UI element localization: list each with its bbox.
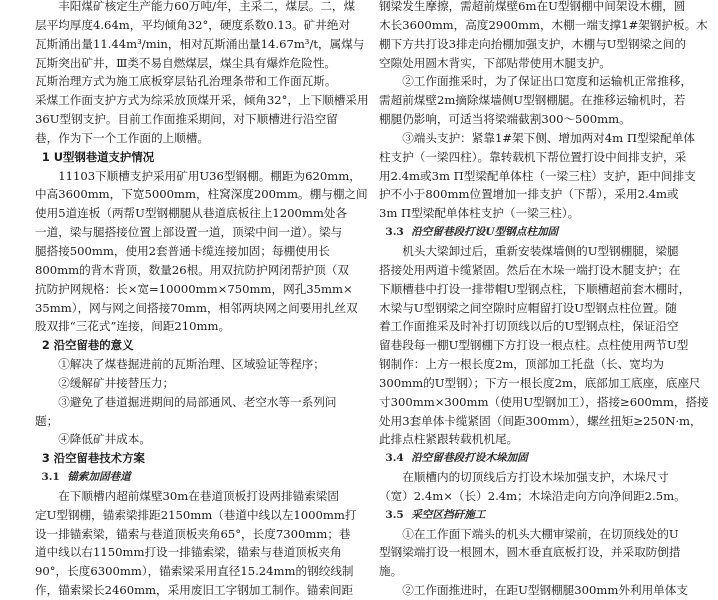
section-heading: 2 沿空留巷的意义: [41, 338, 134, 353]
right-text-line: 机头大梁卸过后，重新安装煤墙侧的U型钢棚腿，梁腿: [402, 243, 679, 258]
right-text-line: 搭接处用两道卡缆紧固。然后在木垛一端打设木腿支护；在: [379, 262, 681, 277]
left-text-line: 采煤工作面支护方式为综采放顶煤开采，倾角32°，上下顺槽采用: [35, 93, 369, 108]
right-text-line: 着工作面推采及时补打切顶线以后的U型钢点柱，保证沿空: [379, 319, 679, 334]
left-text-line: 瓦斯治理方式为施工底板穿层钻孔治理条带和工作面瓦斯。: [35, 74, 337, 89]
subsection-heading: [35, 468, 363, 487]
right-text-line: 空隙处用圆木背实，下部贴带使用木腿支护。: [379, 55, 611, 70]
right-text-line: 型钢梁端打设一根圆木，圆木垂直底板打设，并采取防倒措: [379, 545, 681, 560]
left-text-line: 定U型钢棚，锚索梁排距2150mm（巷道中线以左1000mm打: [35, 507, 357, 522]
right-text-line: 3m Π型梁配单体柱支护（一梁三柱）。: [379, 206, 580, 221]
right-text-line: （宽）2.4m×（长）2.4m；木垛沿走向方向净间距2.5m。: [379, 488, 686, 503]
subsection-title: 采空区挡矸施工: [411, 508, 486, 521]
subsection-number: 3.1: [41, 471, 60, 484]
left-text-line: ④降低矿井成本。: [58, 432, 151, 447]
right-text-line: ③端头支护：紧靠1#架下侧、增加两对4m Π型梁配单体: [402, 130, 695, 145]
section-heading: 1 U型钢巷道支护情况: [41, 149, 155, 164]
left-text-line: ②缓解矿井接替压力；: [58, 375, 175, 390]
right-text-line: ②工作面推采时，为了保证出口宽度和运输机正常推移，: [402, 74, 693, 89]
left-text-line: 在下顺槽内超前煤壁30m在巷道顶板打设两排锚索梁固: [58, 488, 339, 503]
subsection-heading: [379, 506, 706, 525]
left-text-line: 35mm），网与网之间搭接70mm，相邻两块网之间要用扎丝双: [35, 300, 358, 315]
left-text-line: 中高3600mm，下宽5000mm，柱窝深度200mm。棚与棚之间: [35, 187, 368, 202]
right-text-line: 下顺槽巷中打设一排带帽U型钢点柱，下顺槽超前套木棚时，: [379, 281, 691, 296]
subsection-heading: [379, 449, 706, 468]
left-text-line: 层平均厚度4.64m，平均倾角32°，硬度系数0.13。矿井绝对: [35, 17, 351, 32]
subsection-title: 沿空留巷段打设木垛加固: [411, 452, 528, 465]
right-text-line: 木梁与U型钢梁之间空隙时应帽留打设U型钢点柱位置。随: [379, 300, 677, 315]
right-text-line: 需超前煤壁2m摘除煤墙侧U型钢棚腿。在推移运输机时，若: [379, 93, 686, 108]
left-text-line: 丰阳煤矿核定生产能力60万吨/年，主采二，煤层。二，煤: [58, 0, 356, 13]
right-text-line: 柱支护（一梁四柱）。靠转载机下帮位置打设中间排支护，采: [379, 149, 687, 164]
right-text-line: 棚下方共打设3排走向抬棚加强支护，木棚与U型钢梁之间的: [379, 36, 686, 51]
left-text-line: ①解决了煤巷掘进前的瓦斯治理、区域验证等程序；: [58, 357, 325, 372]
right-text-line: 300mm的U型钢）；下方一根长度2m，底部加工底座，底座尺: [379, 375, 701, 390]
left-text-line: 使用5道连板（两帮U型钢棚腿从巷道底板往上1200mm处各: [35, 206, 348, 221]
subsection-number: 3.5: [385, 508, 404, 521]
left-text-line: ③避免了巷道掘进期间的局部通风、老空水等一系列问: [58, 394, 337, 409]
section-heading: 3 沿空留巷技术方案: [41, 451, 145, 466]
right-text-line: ①在工作面下端头的机头大棚审梁前，在切顶线处的U: [402, 526, 679, 541]
left-text-line: 股双排“三花式”连接，间距210mm。: [35, 319, 231, 334]
subsection-number: 3.3: [385, 226, 404, 239]
left-text-line: 11103下顺槽支护采用矿用U36型钢棚。棚距为620mm，: [58, 168, 361, 183]
left-text-line: 800mm的背木背顶，数量26根。用双抗防护网闭帮护顶（双: [35, 262, 349, 277]
left-text-line: 题；: [35, 413, 59, 428]
right-text-line: 木长3600mm，高度2900mm，木棚一端支撑1#架钢护板。木: [379, 17, 708, 32]
right-text-line: 处用3套单体卡缆紧固（间距300mm），螺丝扭矩≥250N·m，: [379, 413, 702, 428]
right-text-line: 寸300mm×300mm（使用U型钢加工），搭接≥600mm，搭接: [379, 394, 709, 409]
right-text-line: ②工作面推进时，在距U型钢棚腿300mm外利用单体支: [402, 583, 688, 598]
left-text-line: 瓦斯涌出量11.44m³/min，相对瓦斯涌出量14.67m³/t，属煤与: [35, 36, 365, 51]
right-text-line: 此排点柱紧跟转载机机尾。: [379, 432, 519, 447]
subsection-title: 沿空留巷段打设U型钢点柱加固: [411, 226, 559, 239]
left-text-line: 抗防护网规格：长×宽=10000mm×750mm，网孔35mm×: [35, 281, 353, 296]
subsection-number: 3.4: [385, 452, 404, 465]
subsection-title: 锚索加固巷道: [67, 471, 131, 484]
right-text-line: 在顺槽内的切顶线后方打设木垛加强支护，木垛尺寸: [402, 470, 669, 485]
left-text-line: 腿搭接500mm，使用2套普通卡缆连接加固；每棚使用长: [35, 243, 330, 258]
right-text-line: 施。: [379, 564, 403, 579]
right-text-line: 棚腿仍影响，可适当将梁端截割300～500mm。: [379, 112, 631, 127]
left-text-line: 作，锚索梁长2460mm，采用废旧工字钢加工制作。锚索间距: [35, 583, 354, 598]
left-text-line: 设一排锚索梁，锚索与巷道顶板夹角65°，长度7300mm；巷: [35, 526, 351, 541]
right-text-line: 钢制作：上方一根长度2m，顶部加工托盘（长、宽均为: [379, 357, 665, 372]
right-column: [379, 0, 709, 598]
left-text-line: 瓦斯突出矿井，Ⅲ类不易自燃煤层，煤尘具有爆炸危险性。: [35, 55, 337, 70]
left-text-line: 90°，长度6300mm），锚索梁采用直径15.24mm的钢绞线制: [35, 564, 354, 579]
subsection-heading: [379, 223, 706, 242]
left-text-line: 一道，梁与腿搭接位置上部设置一道，顶梁中间一道）。梁与: [35, 225, 343, 240]
right-text-line: 用2.4m或3m Π型梁配单体柱（一梁三柱）支护，距中间排支: [379, 168, 696, 183]
left-text-line: 巷，作为下一个工作面的上顺槽。: [35, 130, 209, 145]
right-text-line: 钢梁发生摩擦，需超前煤壁6m在U型钢棚中间架设木棚，圆: [379, 0, 686, 13]
right-text-line: 留巷段每一棚U型钢棚下方打设一根点柱。点柱使用两节U型: [379, 338, 689, 353]
left-column: [35, 0, 369, 598]
left-text-line: 36U型钢支护。目前工作面推采期间，对下顺槽进行沿空留: [35, 112, 338, 127]
left-text-line: 道中线以右1150mm打设一排锚索梁，锚索与巷道顶板夹角: [35, 545, 342, 560]
right-text-line: 护不小于800mm位置增加一排支护（下帮），采用2.4m或: [379, 187, 679, 202]
